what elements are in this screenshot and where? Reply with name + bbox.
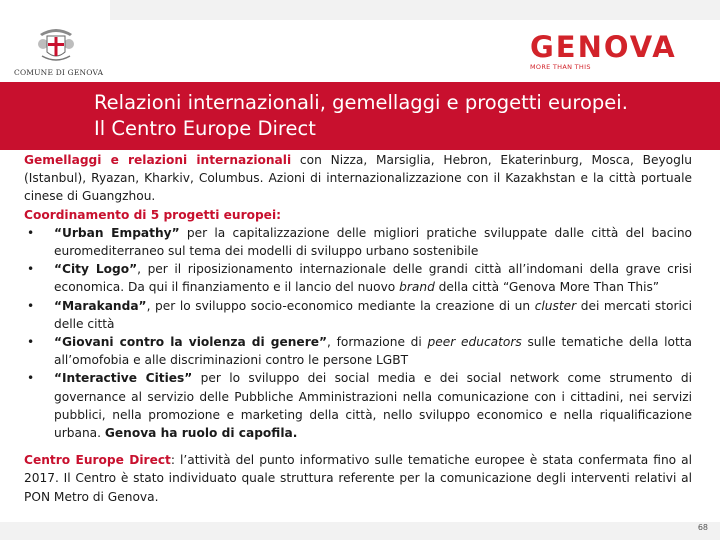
project-name: “Interactive Cities” — [54, 371, 193, 386]
project-text-tail: della città “Genova More Than This” — [434, 280, 660, 295]
project-text-tail: sulle tematiche della lotta all’omofobia e alle discriminazioni contro le persone LGBT — [54, 335, 693, 368]
header-top-strip — [110, 0, 720, 20]
list-item — [24, 297, 692, 333]
intro-paragraph — [24, 151, 692, 206]
project-emphasis: cluster — [534, 298, 577, 313]
project-text-tail: dei mercati storici delle città — [54, 298, 692, 331]
project-name: “Urban Empathy” — [54, 225, 180, 240]
project-text: , per il riposizionamento internazionale delle grandi città all’indomani della grave crisi economica. Da qui il finanziamento e il lancio del nuovo — [54, 262, 692, 295]
list-item — [24, 260, 692, 296]
bullet-icon: • — [27, 225, 35, 240]
project-text: per la capitalizzazione delle migliori pratiche sviluppate dalle città del bacino euromediterraneo sul tema dei modelli di sviluppo urbano sostenibile — [54, 225, 692, 259]
project-name: “Giovani contro la violenza di genere” — [54, 335, 327, 350]
spacer — [24, 442, 692, 451]
brand-word: GENOVA — [530, 30, 677, 64]
bullet-icon: • — [27, 298, 35, 313]
europe-direct-paragraph — [24, 451, 692, 506]
project-name: “Marakanda” — [54, 298, 147, 313]
europe-direct-text: : l’attività del punto informativo sulle tematiche europee è stata confermata fino al 2017. Il Centro è stato individuato quale struttura referente per la comunicazione degli interventi relativi al PON Metro di Genova. — [24, 453, 693, 504]
footer-band — [0, 522, 720, 540]
bullet-icon: • — [27, 262, 35, 277]
header-band — [0, 0, 720, 82]
project-name: “City Logo” — [54, 262, 138, 277]
list-item — [24, 333, 692, 369]
bullet-icon: • — [27, 335, 35, 350]
project-text: , formazione di — [327, 335, 428, 350]
brand-tagline: MORE THAN THIS — [530, 63, 591, 71]
intro-text: con Nizza, Marsiglia, Hebron, Ekaterinburg, Mosca, Beyoglu (Istanbul), Ryazan, Kharkiv, Columbus. Azioni di internazionalizzazione con il Kazakhstan e la città portuale cinese di Guangzhou. — [24, 153, 692, 204]
intro-lead: Gemellaggi e relazioni internazionali — [24, 153, 292, 167]
projects-heading: Coordinamento di 5 progetti europei: — [24, 207, 281, 222]
project-lead-note: Genova ha ruolo di capofila. — [104, 426, 298, 441]
coat-of-arms-icon — [34, 22, 78, 66]
project-text: , per lo sviluppo socio-economico mediante la creazione di un — [146, 298, 535, 313]
comune-label: COMUNE DI GENOVA — [14, 68, 104, 77]
project-emphasis: peer educators — [427, 335, 522, 350]
title-line-1: Relazioni internazionali, gemellaggi e progetti europei. — [94, 91, 628, 114]
bullet-icon: • — [27, 371, 35, 386]
page-number: 68 — [697, 523, 708, 532]
europe-direct-lead: Centro Europe Direct — [24, 453, 171, 468]
list-item — [24, 224, 692, 260]
slide-body — [24, 151, 692, 506]
page-title — [94, 90, 714, 142]
project-emphasis: brand — [399, 280, 435, 295]
title-line-2: Il Centro Europe Direct — [94, 117, 316, 140]
comune-di-genova-logo — [14, 22, 104, 78]
genova-brand-logo — [530, 32, 710, 76]
projects-list — [24, 224, 692, 442]
project-text: per lo sviluppo dei social media e dei social network come strumento di governance al servizio delle Pubbliche Amministrazioni nella comunicazione con i cittadini, nei servizi pubblici, nella promozione e marketing della città, nello sviluppo economico e nella riqualificazione urbana. — [54, 371, 692, 441]
list-item — [24, 369, 692, 442]
